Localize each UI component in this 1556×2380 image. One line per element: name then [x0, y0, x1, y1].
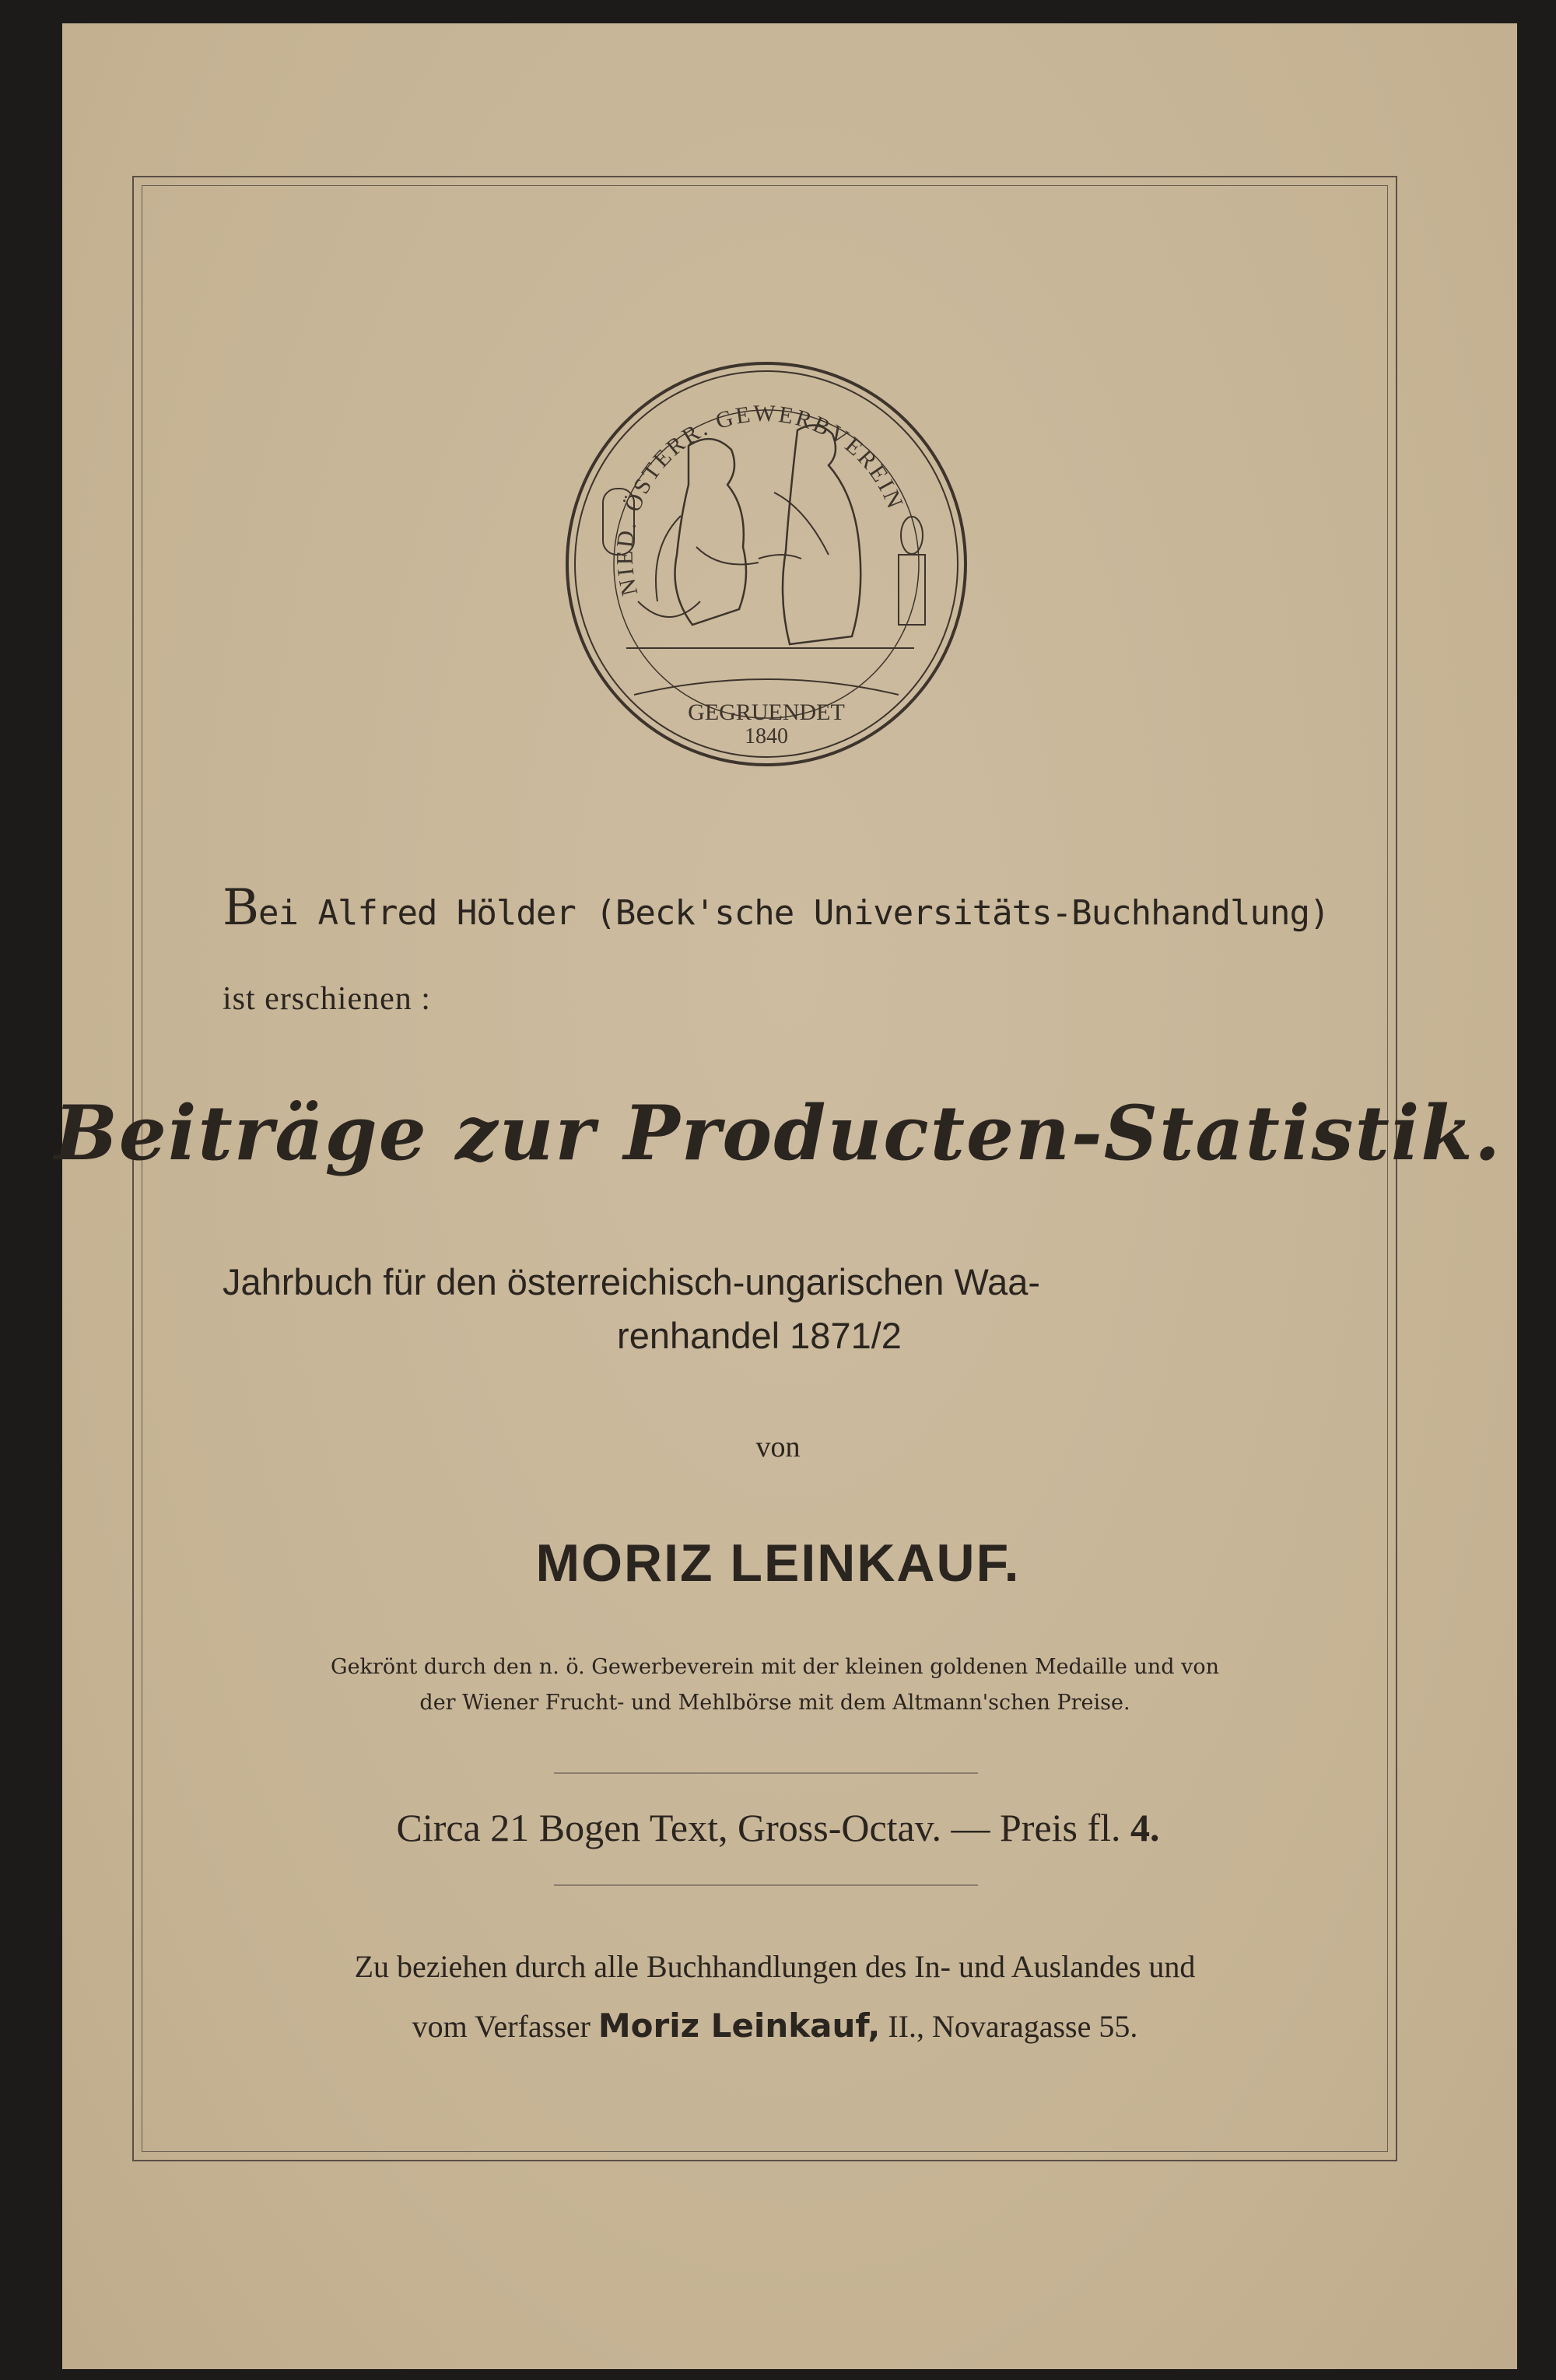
von-label: von — [755, 1431, 801, 1463]
price-amount: 4. — [1130, 1806, 1160, 1849]
publisher-initial: B — [223, 879, 259, 937]
medal-legend-top: NIED. ÖSTERR. GEWERBVEREIN — [612, 401, 909, 598]
order-info — [223, 1937, 1327, 2056]
order-line-1: Zu beziehen durch alle Buchhandlungen des In- und Auslandes und — [354, 1949, 1196, 1984]
subtitle-line-1: Jahrbuch für den österreichisch-ungarischen Waa- — [223, 1261, 1041, 1302]
medal-legend-bottom-1: GEGRUENDET — [688, 699, 845, 725]
medal-image — [564, 360, 969, 769]
publisher-line-rest: ei Alfred Hölder (Beck'sche Universitäts-Buchhandlung) — [258, 893, 1330, 933]
price-text: Circa 21 Bogen Text, Gross-Octav. — Preis fl. — [396, 1806, 1121, 1849]
order-line-2 — [223, 1996, 1327, 2056]
medal-legend-bottom-2: 1840 — [745, 724, 788, 748]
award-note — [223, 1649, 1327, 1721]
subtitle-line-2: renhandel 1871/2 — [617, 1315, 902, 1356]
divider-top — [554, 1772, 978, 1774]
publisher-line — [223, 879, 1330, 937]
order-author-name: Moriz Leinkauf, — [598, 2007, 881, 2045]
award-line-1: Gekrönt durch den n. ö. Gewerbeverein mit der kleinen goldenen Medaille und von — [331, 1655, 1219, 1679]
divider-bottom — [554, 1884, 978, 1886]
publisher-line-2: ist erschienen : — [223, 981, 431, 1017]
order-address: II., Novaragasse 55. — [888, 2009, 1138, 2044]
book-subtitle — [223, 1260, 1327, 1357]
price-line — [0, 1805, 1556, 1850]
book-title: Beiträge zur Producten-Statistik. — [54, 1089, 1502, 1177]
order-prefix: vom Verfasser — [412, 2009, 591, 2044]
award-line-2: der Wiener Frucht- und Mehlbörse mit dem Altmann'schen Preise. — [419, 1691, 1130, 1715]
author-name: MORIZ LEINKAUF. — [535, 1534, 1021, 1593]
